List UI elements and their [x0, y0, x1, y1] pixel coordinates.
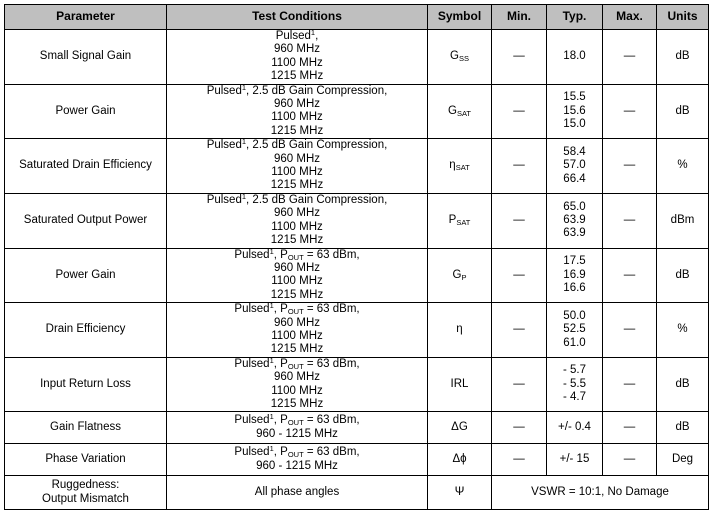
max-cell — [603, 357, 657, 412]
condition-frequency: 1215 MHz — [270, 288, 324, 301]
condition-prefix: Pulsed — [234, 248, 270, 261]
table-row — [5, 139, 709, 194]
condition-frequency: 1100 MHz — [271, 220, 323, 233]
typ-value: 57.0 — [563, 159, 586, 172]
table-row — [5, 84, 709, 139]
typ-cell — [547, 412, 603, 444]
typ-value: 52.5 — [563, 323, 586, 336]
symbol-main: P — [448, 213, 457, 226]
parameter-line: Output Mismatch — [42, 492, 129, 505]
parameter-cell: Phase Variation — [5, 444, 167, 476]
condition-frequency: 1100 MHz — [271, 275, 323, 288]
condition-frequency: 960 - 1215 MHz — [256, 459, 338, 472]
condition-footnote-ref: 1 — [269, 248, 274, 256]
test-conditions-cell: All phase angles — [167, 476, 428, 510]
parameter-cell: Power Gain — [5, 248, 167, 303]
condition-frequency: 960 MHz — [273, 371, 321, 384]
typ-value: - 4.7 — [562, 391, 586, 404]
test-conditions-cell — [167, 139, 428, 194]
typ-cell — [547, 139, 603, 194]
condition-suffix: , 2.5 dB Gain Compression, — [246, 193, 388, 206]
condition-prefix: Pulsed — [234, 414, 270, 427]
condition-pout: , P — [273, 248, 288, 261]
header-min: Min. — [492, 5, 547, 30]
table-row — [5, 444, 709, 476]
typ-value: 15.5 — [563, 91, 586, 104]
typ-value: 63.9 — [563, 227, 586, 240]
condition-pout-subscript: OUT — [287, 361, 304, 371]
max-value-dash: — — [623, 377, 636, 390]
header-typ: Typ. — [547, 5, 603, 30]
condition-pout: , P — [273, 414, 288, 427]
test-conditions-cell — [167, 30, 428, 85]
typ-cell — [547, 248, 603, 303]
condition-footnote-ref: 1 — [241, 138, 247, 147]
condition-pout: , P — [273, 303, 288, 316]
symbol-cell — [428, 444, 492, 476]
test-conditions-cell — [167, 412, 428, 444]
condition-suffix: , 2.5 dB Gain Compression, — [246, 84, 388, 97]
units-cell: dB — [657, 357, 709, 412]
max-value-dash: — — [623, 268, 636, 281]
condition-footnote-ref: 1 — [269, 302, 274, 311]
condition-frequency: 1215 MHz — [270, 124, 324, 137]
condition-footnote-ref: 1 — [269, 444, 274, 454]
typ-value: +/- 0.4 — [558, 421, 591, 434]
condition-suffix: = 63 dBm, — [303, 357, 360, 370]
max-value-dash: — — [623, 421, 636, 434]
header-parameter: Parameter — [5, 5, 167, 30]
condition-prefix: Pulsed — [206, 139, 242, 152]
typ-value: 18.0 — [563, 50, 586, 63]
test-conditions-cell — [167, 193, 428, 248]
symbol-cell — [428, 357, 492, 412]
condition-frequency: 1215 MHz — [270, 234, 324, 247]
symbol-main: ΔG — [451, 421, 468, 434]
symbol-cell — [428, 412, 492, 444]
parameter-cell: Input Return Loss — [5, 357, 167, 412]
symbol-subscript: P — [461, 272, 467, 282]
symbol-cell — [428, 139, 492, 194]
condition-footnote-ref: 1 — [310, 29, 316, 37]
condition-footnote-ref: 1 — [241, 193, 247, 201]
condition-footnote-ref: 1 — [241, 84, 247, 92]
max-value-dash: — — [623, 159, 636, 172]
header-row — [5, 5, 709, 30]
typ-value: 15.0 — [563, 118, 586, 131]
condition-frequency: 1100 MHz — [271, 329, 323, 342]
parameter-cell: Power Gain — [5, 84, 167, 139]
condition-prefix: Pulsed — [206, 193, 242, 206]
test-conditions-cell — [167, 357, 428, 412]
test-conditions-cell — [167, 248, 428, 303]
condition-frequency: 1215 MHz — [270, 343, 324, 356]
min-value-dash: — — [513, 421, 525, 434]
units-cell: dB — [657, 248, 709, 303]
min-value-dash: — — [513, 50, 525, 63]
symbol-cell — [428, 303, 492, 358]
typ-value: 63.9 — [563, 213, 586, 226]
max-cell — [603, 303, 657, 358]
units-cell: dB — [657, 412, 709, 444]
symbol-main: IRL — [450, 377, 469, 390]
table-row — [5, 248, 709, 303]
typ-value: 61.0 — [563, 336, 586, 349]
parameter-cell — [5, 476, 167, 510]
typ-cell — [547, 30, 603, 85]
min-cell — [492, 444, 547, 476]
condition-frequency: 960 MHz — [273, 43, 321, 56]
typ-value: 17.5 — [563, 255, 586, 268]
min-cell — [492, 303, 547, 358]
min-value-dash: — — [513, 213, 525, 226]
min-cell — [492, 139, 547, 194]
symbol-subscript: SAT — [455, 163, 470, 173]
symbol-main: η — [449, 159, 456, 172]
condition-frequency: 960 MHz — [273, 207, 321, 220]
min-cell — [492, 248, 547, 303]
typ-cell — [547, 84, 603, 139]
max-value-dash: — — [623, 50, 636, 63]
min-value-dash: — — [513, 268, 525, 281]
max-cell — [603, 30, 657, 85]
ruggedness-row — [5, 476, 709, 510]
typ-value: - 5.5 — [562, 377, 586, 390]
condition-frequency: 960 MHz — [273, 98, 321, 111]
min-value-dash: — — [513, 159, 525, 172]
typ-value: 65.0 — [563, 200, 586, 213]
condition-pout-subscript: OUT — [287, 307, 304, 317]
typ-cell — [547, 444, 603, 476]
max-cell — [603, 193, 657, 248]
max-cell — [603, 84, 657, 139]
parameter-line: Ruggedness: — [51, 479, 120, 492]
table-row — [5, 193, 709, 248]
condition-frequency: 960 - 1215 MHz — [256, 427, 338, 440]
symbol-cell — [428, 30, 492, 85]
condition-footnote-ref: 1 — [269, 357, 274, 365]
condition-frequency: 1215 MHz — [270, 70, 324, 83]
units-cell: dBm — [657, 193, 709, 248]
symbol-main: η — [456, 323, 463, 336]
max-value-dash: — — [623, 453, 636, 466]
condition-pout: , P — [273, 357, 288, 370]
condition-frequency: 1100 MHz — [271, 111, 323, 124]
typ-cell — [547, 303, 603, 358]
condition-frequency: 1100 MHz — [271, 56, 323, 69]
table-row — [5, 357, 709, 412]
table-row — [5, 303, 709, 358]
symbol-main: G — [450, 50, 459, 63]
condition-frequency: 960 MHz — [273, 261, 321, 274]
typ-value: 58.4 — [563, 145, 586, 158]
symbol-cell — [428, 193, 492, 248]
min-cell — [492, 193, 547, 248]
vswr-spec-cell: VSWR = 10:1, No Damage — [492, 476, 709, 510]
condition-first-line — [169, 414, 425, 427]
condition-frequency: 1100 MHz — [271, 166, 323, 179]
typ-value: 16.6 — [563, 282, 586, 295]
condition-first-line — [169, 194, 425, 207]
typ-value: - 5.7 — [562, 364, 586, 377]
condition-prefix: Pulsed — [234, 357, 270, 370]
typ-value: +/- 15 — [559, 453, 590, 466]
header-max: Max. — [603, 5, 657, 30]
parameter-cell: Small Signal Gain — [5, 30, 167, 85]
condition-pout-subscript: OUT — [287, 252, 304, 262]
symbol-subscript: SAT — [456, 217, 471, 227]
condition-suffix: , 2.5 dB Gain Compression, — [246, 139, 388, 152]
condition-first-line — [169, 446, 425, 459]
parameter-cell: Drain Efficiency — [5, 303, 167, 358]
condition-frequency: 1100 MHz — [271, 384, 323, 397]
condition-suffix: = 63 dBm, — [303, 446, 360, 459]
condition-pout-subscript: OUT — [287, 418, 304, 428]
units-cell: dB — [657, 84, 709, 139]
max-cell — [603, 139, 657, 194]
condition-suffix: , — [315, 30, 319, 42]
symbol-main: Δϕ — [452, 453, 467, 466]
units-cell: % — [657, 139, 709, 194]
condition-prefix: Pulsed — [206, 84, 242, 97]
symbol-cell: Ψ — [428, 476, 492, 510]
max-cell — [603, 412, 657, 444]
condition-frequency: 1215 MHz — [270, 397, 324, 410]
condition-first-line — [169, 139, 425, 152]
test-conditions-cell — [167, 444, 428, 476]
condition-pout: , P — [273, 446, 288, 459]
table-row — [5, 30, 709, 85]
min-value-dash: — — [513, 323, 525, 336]
max-value-dash: — — [623, 213, 636, 226]
condition-prefix: Pulsed — [234, 303, 270, 316]
condition-suffix: = 63 dBm, — [303, 414, 360, 427]
typ-value: 66.4 — [563, 172, 586, 185]
min-cell — [492, 30, 547, 85]
symbol-cell — [428, 248, 492, 303]
units-cell: % — [657, 303, 709, 358]
typ-value: 50.0 — [563, 309, 586, 322]
condition-frequency: 960 MHz — [273, 152, 321, 165]
condition-frequency: 1215 MHz — [270, 179, 324, 192]
condition-first-line — [169, 303, 425, 316]
condition-first-line — [169, 85, 425, 98]
condition-suffix: = 63 dBm, — [303, 303, 360, 316]
condition-first-line — [169, 30, 425, 43]
typ-cell — [547, 357, 603, 412]
symbol-main: G — [452, 268, 462, 281]
min-cell — [492, 84, 547, 139]
min-value-dash: — — [513, 453, 525, 466]
condition-first-line — [169, 249, 425, 262]
typ-value: 15.6 — [563, 104, 586, 117]
parameter-cell: Saturated Output Power — [5, 193, 167, 248]
test-conditions-cell — [167, 303, 428, 358]
max-value-dash: — — [623, 323, 636, 336]
max-value-dash: — — [623, 104, 636, 117]
units-cell: dB — [657, 30, 709, 85]
max-cell — [603, 248, 657, 303]
condition-pout-subscript: OUT — [287, 450, 304, 460]
condition-footnote-ref: 1 — [269, 412, 274, 422]
condition-first-line — [169, 358, 425, 371]
table-row — [5, 412, 709, 444]
parameter-cell: Gain Flatness — [5, 412, 167, 444]
min-cell — [492, 357, 547, 412]
parameter-cell: Saturated Drain Efficiency — [5, 139, 167, 194]
min-value-dash: — — [513, 377, 525, 390]
symbol-subscript: SAT — [456, 108, 471, 118]
test-conditions-cell — [167, 84, 428, 139]
header-test-conditions: Test Conditions — [167, 5, 428, 30]
symbol-main: G — [448, 104, 457, 117]
symbol-cell — [428, 84, 492, 139]
condition-suffix: = 63 dBm, — [303, 248, 360, 261]
min-value-dash: — — [513, 104, 525, 117]
header-units: Units — [657, 5, 709, 30]
max-cell — [603, 444, 657, 476]
specifications-table — [4, 4, 709, 510]
min-cell — [492, 412, 547, 444]
condition-prefix: Pulsed — [234, 446, 270, 459]
typ-cell — [547, 193, 603, 248]
header-symbol: Symbol — [428, 5, 492, 30]
units-cell: Deg — [657, 444, 709, 476]
symbol-subscript: SS — [458, 54, 469, 64]
condition-frequency: 960 MHz — [273, 316, 321, 329]
condition-prefix: Pulsed — [275, 30, 311, 42]
typ-value: 16.9 — [563, 268, 586, 281]
